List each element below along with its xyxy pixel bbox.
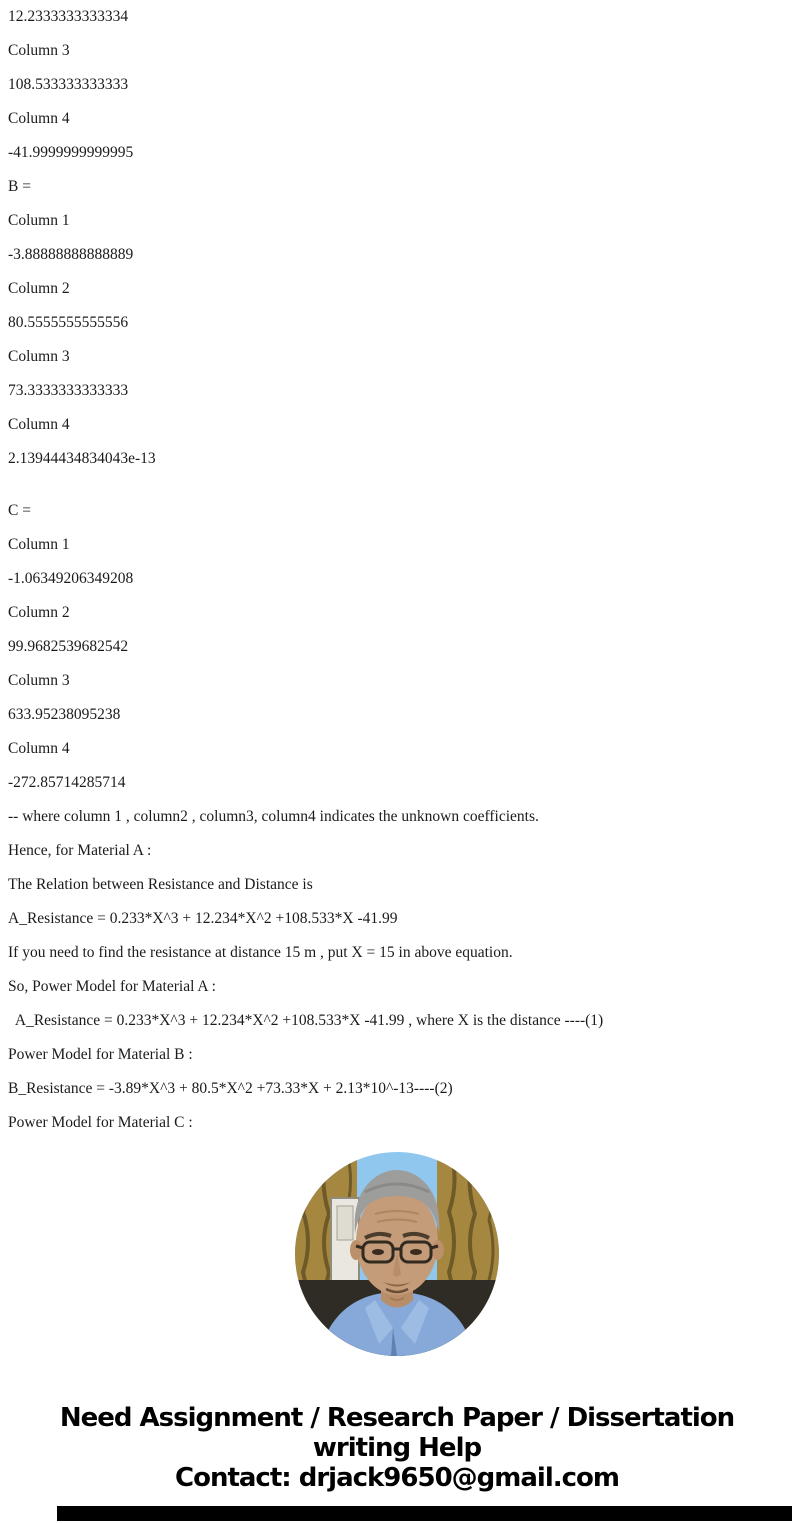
document-line: 2.13944434834043e-13 xyxy=(8,450,156,467)
document-line: A_Resistance = 0.233*X^3 + 12.234*X^2 +108.533*X -41.99 xyxy=(8,910,398,927)
document-line: Power Model for Material C : xyxy=(8,1114,193,1129)
document-line: 633.95238095238 xyxy=(8,706,121,723)
document-line: Column 3 xyxy=(8,42,70,59)
document-line: Column 3 xyxy=(8,348,70,365)
document-line: -3.88888888888889 xyxy=(8,246,134,263)
document-line: Column 4 xyxy=(8,110,70,127)
footer-headline-line1: Need Assignment / Research Paper / Dissertation xyxy=(59,1403,735,1433)
document-line: Hence, for Material A : xyxy=(8,842,152,859)
document-line: If you need to find the resistance at distance 15 m , put X = 15 in above equation. xyxy=(8,944,513,961)
document-line: Column 1 xyxy=(8,212,70,229)
document-line: B_Resistance = -3.89*X^3 + 80.5*X^2 +73.33*X + 2.13*10^-13----(2) xyxy=(8,1080,453,1097)
tutor-portrait-illustration xyxy=(295,1152,499,1356)
tutor-portrait-photo xyxy=(295,1152,499,1356)
document-line: A_Resistance = 0.233*X^3 + 12.234*X^2 +108.533*X -41.99 , where X is the distance ----(1) xyxy=(8,1012,604,1029)
document-line: C = xyxy=(8,502,31,519)
document-line: 99.9682539682542 xyxy=(8,638,129,655)
document-line: Power Model for Material B : xyxy=(8,1046,193,1063)
document-line: -272.85714285714 xyxy=(8,774,126,791)
document-line: -- where column 1 , column2 , column3, column4 indicates the unknown coefficients. xyxy=(8,808,539,825)
document-line: 73.3333333333333 xyxy=(8,382,129,399)
document-line: Column 3 xyxy=(8,672,70,689)
document-line: Column 4 xyxy=(8,740,70,757)
document-line: The Relation between Resistance and Distance is xyxy=(8,876,313,893)
footer-headline-line2: writing Help xyxy=(312,1433,482,1463)
document-line: B = xyxy=(8,178,31,195)
document-line: Column 2 xyxy=(8,604,70,621)
footer-contact-email: Contact: drjack9650@gmail.com xyxy=(175,1463,619,1493)
document-line: 12.2333333333334 xyxy=(8,8,129,25)
document-line: 80.5555555555556 xyxy=(8,314,129,331)
document-line: Column 2 xyxy=(8,280,70,297)
bottom-black-bar xyxy=(57,1506,792,1521)
document-line: 108.533333333333 xyxy=(8,76,129,93)
document-line: -41.9999999999995 xyxy=(8,144,134,161)
document-line: -1.06349206349208 xyxy=(8,570,134,587)
document-line: So, Power Model for Material A : xyxy=(8,978,216,995)
footer-banner xyxy=(0,1403,794,1493)
document-line: Column 4 xyxy=(8,416,70,433)
document-line: Column 1 xyxy=(8,536,70,553)
